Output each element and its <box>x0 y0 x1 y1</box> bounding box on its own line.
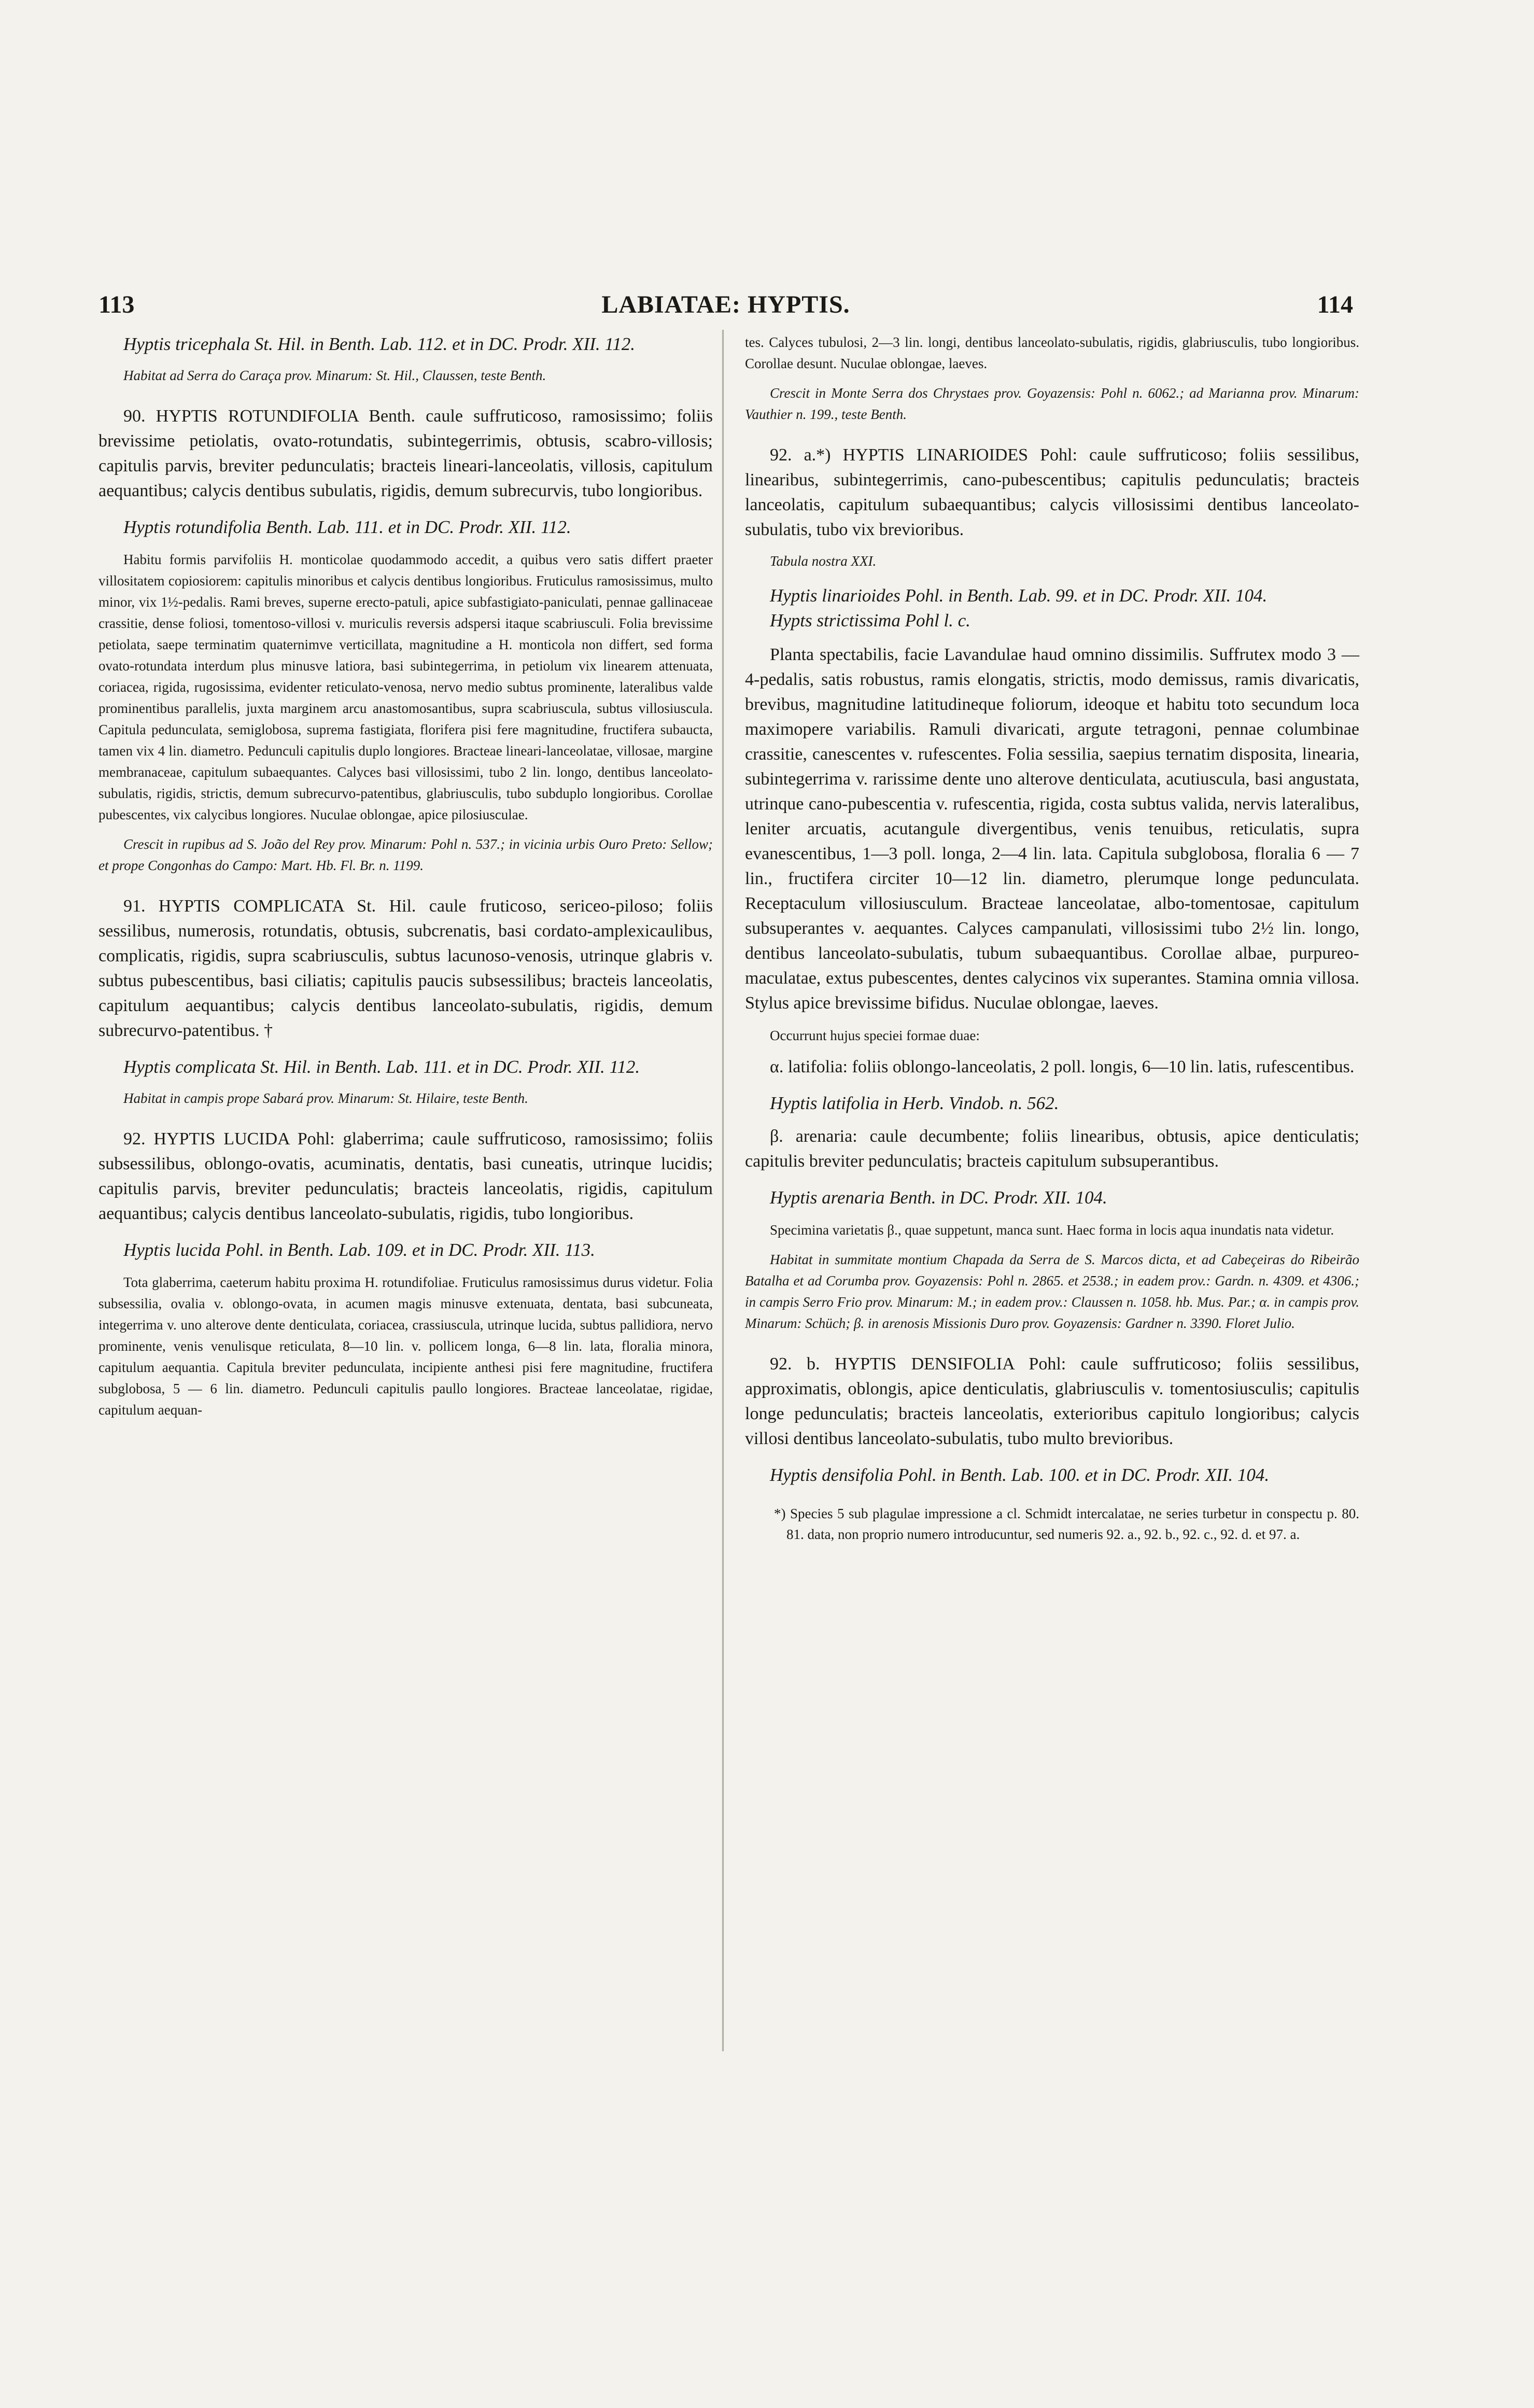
reference-hyptis-tricephala: Hyptis tricephala St. Hil. in Benth. Lab. 112. et in DC. Prodr. XII. 112. <box>123 334 636 354</box>
page-header <box>98 290 1353 332</box>
habitat-hyptis-lucida: Crescit in Monte Serra dos Chrystaes prov. Goyazensis: Pohl n. 6062.; ad Marianna prov. Minarum: Vauthier n. 199., teste Benth. <box>745 385 1359 422</box>
reference-hyptis-linarioides: Hyptis linarioides Pohl. in Benth. Lab. 99. et in DC. Prodr. XII. 104. <box>770 585 1268 606</box>
footnote: *) Species 5 sub plagulae impressione a cl. Schmidt intercalatae, ne series turbetur in conspectu p. 80. 81. data, non proprio numero introducuntur, sed numeris 92. a., 92. b., 92. c., 92. d. et 97. a. <box>774 1506 1359 1542</box>
forms-intro: Occurrunt hujus speciei formae duae: <box>770 1028 980 1043</box>
page-number-right: 114 <box>1317 291 1353 318</box>
species-entry-90: 90. HYPTIS ROTUNDIFOLIA Benth. caule suffruticoso, ramosissimo; foliis brevissime petiolatis, ovato-rotundatis, subintegerrimis, obtusis, scabro-villosis; capitulis parvis, breviter pedunculatis; bracteis lineari-lanceolatis, villosis, capitulum aequantibus; calycis dentibus subulatis, rigidis, demum subrecurvis, tubo longioribus. <box>98 407 713 500</box>
page-number-left: 113 <box>98 291 135 318</box>
reference-hyptis-arenaria: Hyptis arenaria Benth. in DC. Prodr. XII. 104. <box>770 1187 1107 1208</box>
form-alpha-latifolia: α. latifolia: foliis oblongo-lanceolatis, 2 poll. longis, 6—10 lin. latis, rufescentibus. <box>770 1057 1355 1076</box>
specimen-note: Specimina varietatis β., quae suppetunt, manca sunt. Haec forma in locis aqua inundatis nata videtur. <box>770 1222 1334 1238</box>
reference-hyptis-lucida: Hyptis lucida Pohl. in Benth. Lab. 109. et in DC. Prodr. XII. 113. <box>123 1240 595 1260</box>
species-entry-92a: 92. a.*) HYPTIS LINARIOIDES Pohl: caule suffruticoso; foliis sessilibus, linearibus, subintegerrimis, cano-pubescentibus; capitulis pedunculatis; bracteis lanceolatis, capitulum subaequantibus; calycis villosissimi dentibus lanceolato-subulatis, tubo vix brevioribus. <box>745 445 1359 539</box>
reference-hyptis-rotundifolia: Hyptis rotundifolia Benth. Lab. 111. et in DC. Prodr. XII. 112. <box>123 517 571 537</box>
habitat-hyptis-complicata: Habitat in campis prope Sabará prov. Minarum: St. Hilaire, teste Benth. <box>123 1090 528 1106</box>
habitat-hyptis-rotundifolia: Crescit in rupibus ad S. João del Rey prov. Minarum: Pohl n. 537.; in vicinia urbis Ouro Preto: Sellow; et prope Congonhas do Campo: Mart. Hb. Fl. Br. n. 1199. <box>98 836 713 873</box>
synonym-hyptis-strictissima: Hypts strictissima Pohl l. c. <box>770 610 970 631</box>
running-title: LABIATAE: HYPTIS. <box>601 291 850 318</box>
description-hyptis-linarioides: Planta spectabilis, facie Lavandulae haud omnino dissimilis. Suffrutex modo 3 — 4-pedalis, satis robustus, ramis elongatis, strictis, modo demissus, ramis divaricatis, brevibus, magnitudine latitudineque foliorum, ideoque et habitu toto secundum loca maximopere variabilis. Ramuli divaricati, argute tetragoni, pennae columbinae crassitie, canescentes v. rufescentes. Folia sessilia, saepius ternatim disposita, linearia, subintegerrima v. rarissime dente uno alterove denticulata, acutiuscula, basi angustata, utrinque cano-pubescentia v. rufescentia, rigida, costa subtus valida, nervis lateralibus, leniter arcuatis, acutangule divergentibus, venis tenuibus, reticulatis, supra evanescentibus, 1—3 poll. longa, 2—4 lin. lata. Capitula subglobosa, floralia 6 — 7 lin., fructifera circiter 10—12 lin. diametro, plerumque longe pedunculata. Receptaculum villosiusculum. Bracteae lanceolatae, albo-tomentosae, capitulum subsuperantes v. aequantes. Calyces campanulati, villosissimi tubo 2½ lin. longo, dentibus lanceolato-subulatis, tubum subaequantibus. Corollae albae, purpureo-maculatae, extus pubescentes, dentes calycinos vix superantes. Stamina omnia villosa. Stylus apice brevissime bifidus. Nuculae oblongae, laeves. <box>745 645 1359 1013</box>
species-entry-91: 91. HYPTIS COMPLICATA St. Hil. caule fruticoso, sericeo-piloso; foliis sessilibus, numerosis, rotundatis, obtusis, subcrenatis, basi cordato-amplexicaulibus, complicatis, rigidis, supra scabriusculis, subtus lacunoso-venosis, utrinque glabris v. subtus pubescentibus, basi ciliatis; capitulis paucis subsessilibus; bracteis lanceolatis, capitulum aequantibus; calycis dentibus lanceolato-subulatis, rigidis, demum subrecurvo-patentibus. † <box>98 897 713 1040</box>
species-entry-92b: 92. b. HYPTIS DENSIFOLIA Pohl: caule suffruticoso; foliis sessilibus, approximatis, oblongis, apice denticulatis, glabriusculis v. tomentosiusculis; capitulis longe pedunculatis; bracteis lanceolatis, exterioribus capitulo longioribus; calycis villosi dentibus lanceolato-subulatis, tubo multo brevioribus. <box>745 1354 1359 1448</box>
description-hyptis-rotundifolia: Habitu formis parvifoliis H. monticolae quodammodo accedit, a quibus vero satis differt praeter villositatem copiosiorem: capitulis minoribus et calycis dentibus longioribus. Fruticulus ramosissimus, multo minor, vix 1½-pedalis. Rami breves, superne erecto-patuli, apice subfastigiato-paniculati, pennae gallinaceae crassitie, dense foliosi, tomentoso-villosi v. muriculis reversis adspersi itaque scabriusculi. Folia brevissime petiolata, saepe terminatim quaternimve verticillata, magnitudine a H. monticola non differt, sed forma ovato-rotundata interdum plus minusve latiora, basi subintegerrima, in petiolum vix linearem attenuata, coriacea, rigida, rugosissima, evidenter reticulato-venosa, nervo medio subtus prominente, lateralibus valde prominentibus parallelis, juxta marginem arcu anastomosantibus, supra scabriuscula, subtus villosiuscula. Capitula pedunculata, semiglobosa, suprema fastigiata, florifera pisi fere magnitudine, fructifera subaucta, tamen vix 4 lin. diametro. Pedunculi capitulis duplo longiores. Bracteae lineari-lanceolatae, villosae, margine membranaceae, capitulum subaequantes. Calyces basi villosissimi, tubo 2 lin. longo, dentibus lanceolato-subulatis, rigidis, strictis, demum subrecurvo-patentibus, glabriusculis, tubo subduplo longioribus. Corollae pubescentes, vix calycibus longiores. Nuculae oblongae, apice pilosiusculae. <box>98 552 713 822</box>
habitat-hyptis-linarioides: Habitat in summitate montium Chapada da Serra de S. Marcos dicta, et ad Cabeçeiras do Ribeirão Batalha et ad Corumba prov. Goyazensis: Pohl n. 2865. et 2538.; in eadem prov.: Gardn. n. 4309. et 4306.; in campis Serro Frio prov. Minarum: M.; in eadem prov.: Claussen n. 1058. hb. Mus. Par.; α. in campis prov. Minarum: Schüch; β. in arenosis Missionis Duro prov. Goyazensis: Gardner n. 3390. Floret Julio. <box>745 1252 1359 1331</box>
species-entry-92: 92. HYPTIS LUCIDA Pohl: glaberrima; caule suffruticoso, ramosissimo; foliis subsessilibus, oblongo-ovatis, acuminatis, dentatis, basi cuneatis, utrinque lucidis; capitulis parvis, breviter pedunculatis; bracteis lanceolatis, rigidis, capitulum aequantibus; calycis dentibus lanceolato-subulatis, rigidis, tubo longioribus. <box>98 1129 713 1223</box>
column-divider <box>722 330 724 2051</box>
right-column <box>745 332 1359 1545</box>
form-beta-arenaria: β. arenaria: caule decumbente; foliis linearibus, obtusis, apice denticulatis; capitulis breviter pedunculatis; bracteis capitulum subsuperantibus. <box>745 1127 1359 1171</box>
description-continuation: tes. Calyces tubulosi, 2—3 lin. longi, dentibus lanceolato-subulatis, rigidis, glabriusculis, tubo longioribus. Corollae desunt. Nuculae oblongae, laeves. <box>745 334 1359 371</box>
habitat-hyptis-tricephala: Habitat ad Serra do Caraça prov. Minarum: St. Hil., Claussen, teste Benth. <box>123 368 546 383</box>
plate-reference: Tabula nostra XXI. <box>770 553 877 569</box>
reference-hyptis-latifolia: Hyptis latifolia in Herb. Vindob. n. 562. <box>770 1093 1059 1113</box>
reference-hyptis-complicata: Hyptis complicata St. Hil. in Benth. Lab. 111. et in DC. Prodr. XII. 112. <box>123 1057 640 1077</box>
left-column <box>98 332 713 1421</box>
description-hyptis-lucida: Tota glaberrima, caeterum habitu proxima H. rotundifoliae. Fruticulus ramosissimus durus videtur. Folia subsessilia, ovalia v. oblongo-ovata, in acumen magis minusve extenuata, dentata, basi subcuneata, integerrima v. uno alterove dente denticulata, coriacea, crassiuscula, utrinque lucida, subtus pallidiora, nervo prominente, venis venulisque reticulata, 8—10 lin. v. pollicem longa, 6—8 lin. lata, floralia minora, capitulum aequantia. Capitula breviter pedunculata, incipiente anthesi pisi fere magnitudine, fructifera subglobosa, 5 — 6 lin. diametro. Pedunculi capitulis paullo longiores. Bracteae lanceolatae, rigidae, capitulum aequan- <box>98 1275 713 1418</box>
reference-hyptis-densifolia: Hyptis densifolia Pohl. in Benth. Lab. 100. et in DC. Prodr. XII. 104. <box>770 1465 1270 1485</box>
